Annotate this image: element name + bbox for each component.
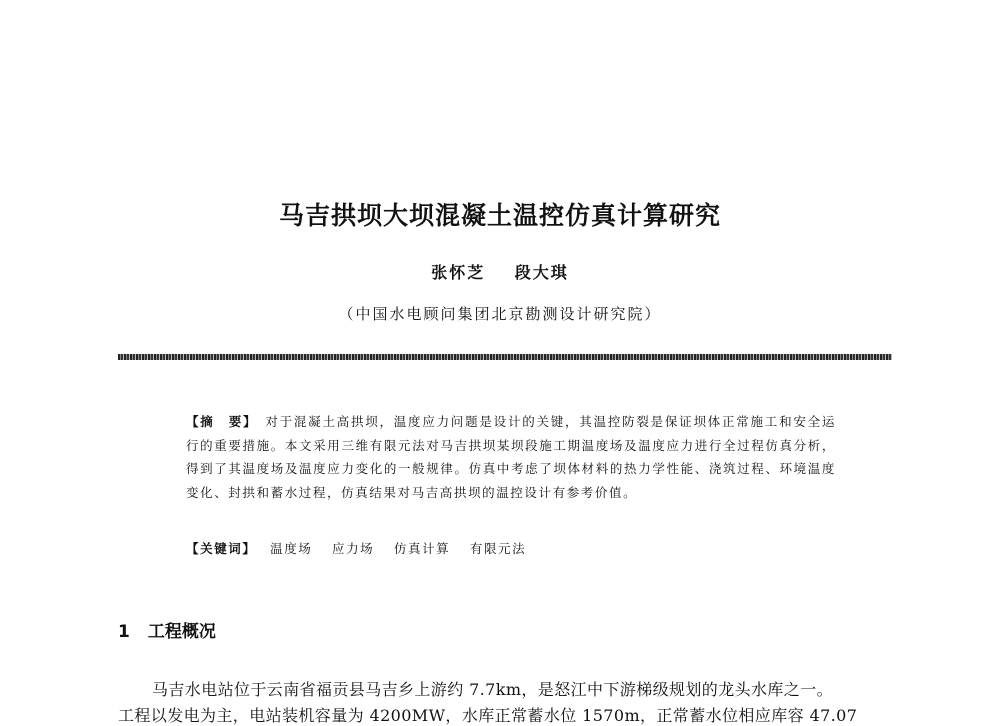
keywords-label: 【关键词】 — [186, 541, 257, 556]
keyword: 应力场 — [331, 541, 375, 556]
header-divider — [118, 354, 892, 360]
abstract-label: 【摘 要】 — [186, 414, 258, 429]
section-title: 工程概况 — [147, 622, 216, 642]
keyword: 温度场 — [270, 541, 313, 556]
paper-title: 马吉拱坝大坝混凝土温控仿真计算研究 — [278, 201, 721, 230]
body-paragraph-line: 工程以发电为主，电站装机容量为 4200MW，水库正常蓄水位 1570m，正常蓄水位相应库容 47.07 — [118, 706, 858, 725]
author-affiliation: （中国水电顾问集团北京勘测设计研究院） — [338, 305, 662, 323]
keywords — [186, 539, 836, 557]
body-paragraph-line: 马吉水电站位于云南省福贡县马吉乡上游约 7.7km，是怒江中下游梯级规划的龙头水库之一。 — [152, 680, 833, 699]
keyword: 仿真计算 — [393, 541, 451, 556]
abstract-text: 对于混凝土高拱坝，温度应力问题是设计的关键，其温控防裂是保证坝体正常施工和安全运行的重要措施。本文采用三维有限元法对马吉拱坝某坝段施工期温度场及温度应力进行全过程仿真分析，得到了其温度场及温度应力变化的一般规律。仿真中考虑了坝体材料的热力学性能、浇筑过程、环境温度变化、封拱和蓄水过程，仿真结果对马吉高拱坝的温控设计有参考价值。 — [186, 414, 836, 500]
author-name: 张怀芝 — [431, 263, 486, 282]
section-heading — [118, 617, 216, 642]
abstract — [186, 410, 836, 504]
keyword: 有限元法 — [469, 541, 527, 556]
section-number: 1 — [118, 622, 130, 642]
author-name: 段大琪 — [514, 263, 569, 282]
author-list — [0, 260, 1000, 283]
